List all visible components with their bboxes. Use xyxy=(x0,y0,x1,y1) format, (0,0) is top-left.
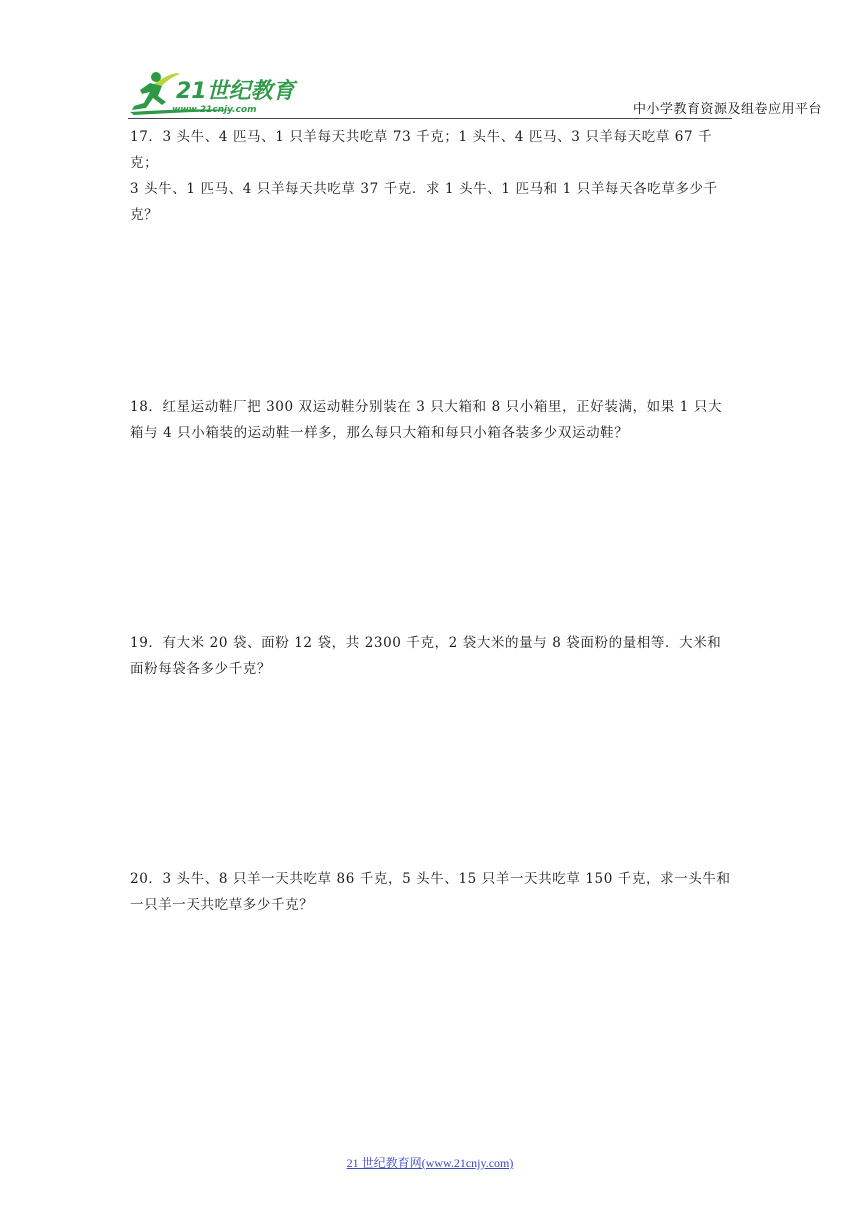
question-line: 19．有大米 20 袋、面粉 12 袋，共 2300 千克，2 袋大米的量与 8 袋面粉的量相等．大米和 xyxy=(130,635,722,651)
question-18 xyxy=(130,394,735,446)
question-line: 面粉每袋各多少千克？ xyxy=(130,661,271,677)
question-17 xyxy=(130,124,735,228)
question-line: 一只羊一天共吃草多少千克？ xyxy=(130,897,314,913)
running-person-icon xyxy=(132,72,166,110)
question-line: 3 头牛、1 匹马、4 只羊每天共吃草 37 千克．求 1 头牛、1 匹马和 1 只羊每天各吃草多少千 xyxy=(130,181,718,197)
logo-brand-text: 21世纪教育 xyxy=(176,79,295,104)
footer-site-link[interactable]: 21 世纪教育网(www.21cnjy.com) xyxy=(346,1156,514,1170)
question-line: 17．3 头牛、4 匹马、1 只羊每天共吃草 73 千克；1 头牛、4 匹马、3 只羊每天吃草 67 千克； xyxy=(130,129,713,171)
question-line: 克？ xyxy=(130,207,159,223)
platform-tagline: 中小学教育资源及组卷应用平台 xyxy=(632,102,822,117)
site-logo xyxy=(128,68,318,118)
question-line: 箱与 4 只小箱装的运动鞋一样多，那么每只大箱和每只小箱各装多少双运动鞋？ xyxy=(130,425,629,441)
question-line: 18．红星运动鞋厂把 300 双运动鞋分别装在 3 只大箱和 8 只小箱里，正好装满，如果 1 只大 xyxy=(130,399,723,415)
question-19 xyxy=(130,630,735,682)
logo-url-text: www.21cnjy.com xyxy=(172,105,257,115)
question-20 xyxy=(130,866,735,918)
header-divider xyxy=(128,118,732,119)
question-line: 20．3 头牛、8 只羊一天共吃草 86 千克，5 头牛、15 只羊一天共吃草 150 千克，求一头牛和 xyxy=(130,871,731,887)
